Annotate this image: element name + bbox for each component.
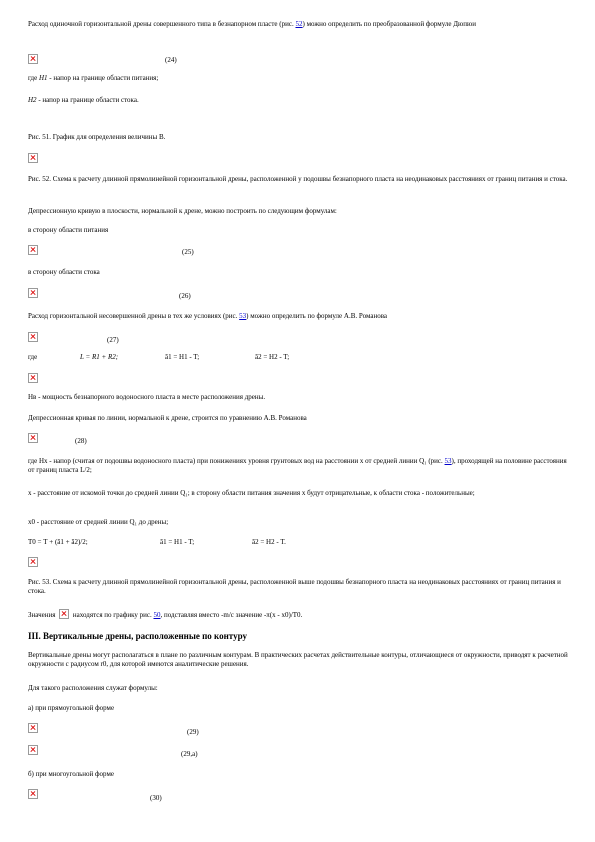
depression-romanov-text: Депрессионная кривая по линии, нормальной к дрене, строится по уравнению А.В. Романова — [28, 414, 307, 422]
link-fig-53b[interactable]: 53 — [444, 457, 452, 465]
paragraph-dupuit: Расход одиночной горизонтальной дрены совершенного типа в безнапорном пласте (рис. 52) можно определить по преобразованной формуле Дюпюи — [28, 20, 477, 28]
equation-number-26: (26) — [179, 292, 191, 300]
broken-image-icon — [28, 54, 38, 64]
def-a2-second: ā2 = H2 - T. — [252, 538, 286, 546]
link-fig-52[interactable]: 52 — [295, 20, 303, 28]
broken-image-icon — [28, 373, 38, 383]
link-fig-53[interactable]: 53 — [239, 312, 247, 320]
equation-number-24: (24) — [165, 56, 177, 64]
def-T0: Т0 = Т + (ā1 + ā2)/2; — [28, 538, 88, 546]
paragraph-vertical-drains: Вертикальные дрены могут располагаться в плане по различным контурам. В практических расчетах действительные контуры, отличающиеся от окружности, приводят к расчетной окружности с радиусом r0, для которой имеются аналитические решения. — [28, 651, 568, 668]
def-a2: ā2 = H2 - T; — [255, 353, 290, 361]
drain-side-label: в сторону области стока — [28, 268, 100, 276]
feed-side-label: в сторону области питания — [28, 226, 109, 234]
broken-image-icon — [28, 557, 38, 567]
formulas-intro: Для такого расположения служат формулы: — [28, 684, 158, 692]
where-h1: где H1 - напор на границе области питания; — [28, 74, 159, 82]
hv-definition: Нв - мощность безнапорного водоносного пласта в месте расположения дрены. — [28, 393, 266, 401]
x-definition: х - расстояние от искомой точки до средней линии Q₁; в сторону области питания значения х будут отрицательные, к области стока - положительные; — [28, 489, 475, 497]
values-line: Значения находятся по графику рис. 50, подставляя вместо -m/c значение -π(x - x0)/T0. — [28, 611, 303, 619]
where-h2: H2 - напор на границе области стока. — [28, 96, 139, 104]
broken-image-icon — [28, 745, 38, 755]
broken-image-icon — [28, 153, 38, 163]
figure-53-caption: Рис. 53. Схема к расчету длинной прямолинейной горизонтальной дрены, расположенной выше подошвы безнапорного пласта на неодинаковых расстояниях от границ питания и стока. — [28, 578, 561, 595]
def-a1: ā1 = H1 - T; — [165, 353, 200, 361]
link-fig-50[interactable]: 50 — [153, 611, 161, 619]
broken-image-icon — [28, 332, 38, 342]
def-L: L = R1 + R2; — [80, 353, 119, 361]
def-a1-second: ā1 = H1 - T; — [160, 538, 195, 546]
figure-52-caption: Рис. 52. Схема к расчету длинной прямолинейной горизонтальной дрены, расположенной у подошвы безнапорного пласта на неодинаковых расстояниях от границ питания и стока. — [28, 175, 568, 183]
paragraph-romanov: Расход горизонтальной несовершенной дрены в тех же условиях (рис. 53) можно определить по формуле А.В. Романова — [28, 312, 388, 320]
equation-number-25: (25) — [182, 248, 194, 256]
x0-definition: х0 - расстояние от средней линии Q₁ до дрены; — [28, 518, 169, 526]
broken-image-icon — [28, 789, 38, 799]
defs-where: где — [28, 353, 38, 361]
broken-image-icon — [59, 609, 69, 619]
poly-form-label: б) при многоугольной форме — [28, 770, 114, 778]
broken-image-icon — [28, 433, 38, 443]
broken-image-icon — [28, 245, 38, 255]
equation-number-30: (30) — [150, 794, 162, 802]
section-heading-3: III. Вертикальные дрены, расположенные по контуру — [28, 631, 247, 641]
broken-image-icon — [28, 723, 38, 733]
broken-image-icon — [28, 288, 38, 298]
hx-definition: где Нх - напор (считая от подошвы водоносного пласта) при понижениях уровня грунтовых вод на расстоянии х от средней линии Q₁ (рис. 53), проходящей на половине расстояния от границ пласта L/2; — [28, 457, 567, 474]
depression-curve-text: Депрессионную кривую в плоскости, нормальной к дрене, можно построить по следующим формулам: — [28, 207, 337, 215]
figure-51-caption: Рис. 51. График для определения величины В. — [28, 133, 166, 141]
equation-number-27: (27) — [107, 336, 119, 344]
equation-number-28: (28) — [75, 437, 87, 445]
equation-number-29: (29) — [187, 728, 199, 736]
rect-form-label: а) при прямоугольной форме — [28, 704, 115, 712]
equation-number-29a: (29,а) — [181, 750, 198, 758]
